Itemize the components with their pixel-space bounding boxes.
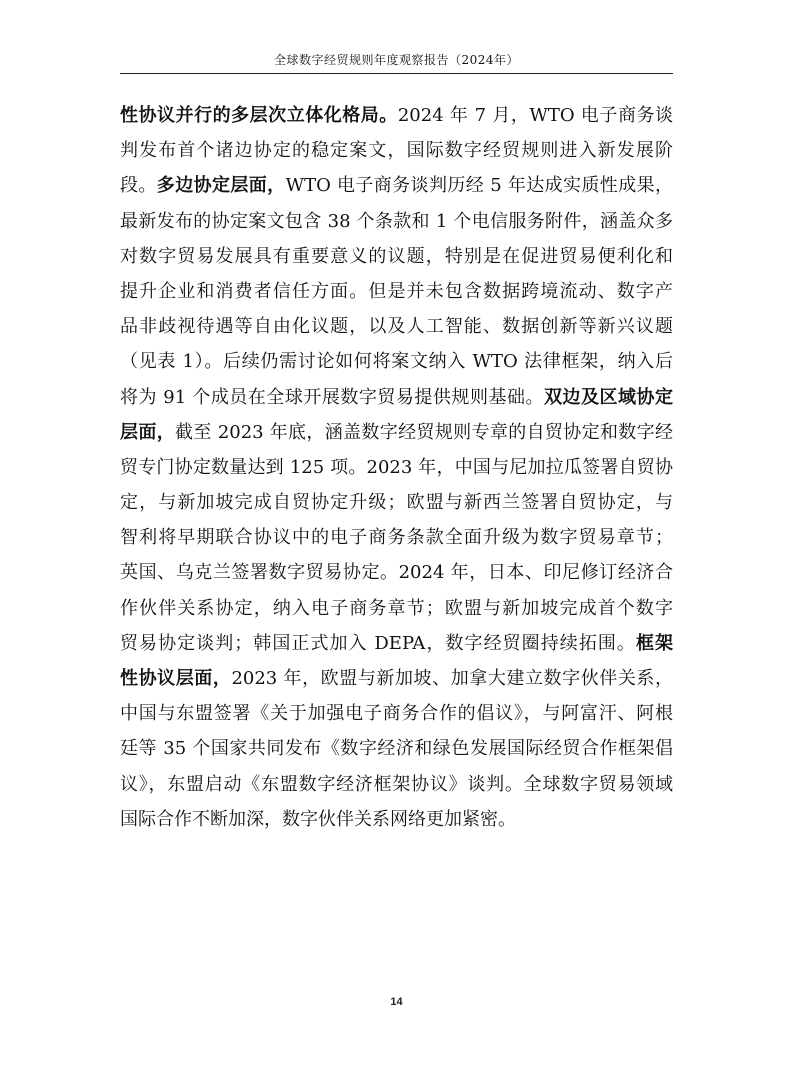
text-line [120,591,673,626]
text-line [120,415,673,450]
text-segment: 将为 91 个成员在全球开展数字贸易提供规则基础。 [120,386,544,408]
text-segment: 定，与新加坡完成自贸协定升级；欧盟与新西兰签署自贸协定，与 [120,492,673,514]
text-line [120,309,673,344]
text-segment: 品非歧视待遇等自由化议题，以及人工智能、数据创新等新兴议题 [120,316,673,338]
text-line [120,344,673,379]
text-segment: 提升企业和消费者信任方面。但是并未包含数据跨境流动、数字产 [120,280,673,302]
page-number: 14 [390,996,403,1008]
text-line [120,731,673,766]
text-segment: 最新发布的协定案文包含 38 个条款和 1 个电信服务附件，涵盖众多 [120,210,673,232]
text-line [120,520,673,555]
text-line [120,626,673,661]
bold-text-segment: 性协议层面， [120,668,232,689]
text-segment: 对数字贸易发展具有重要意义的议题，特别是在促进贸易便利化和 [120,245,673,267]
text-line [120,450,673,485]
running-header: 全球数字经贸规则年度观察报告（2024年） [273,53,520,67]
text-segment: 贸易协定谈判；韩国正式加入 DEPA，数字经贸圈持续拓围。 [120,632,636,654]
bold-text-segment: 框架 [635,632,673,654]
text-line [120,555,673,590]
text-line [120,380,673,415]
text-segment: WTO 电子商务谈判历经 5 年达成实质性成果， [285,175,673,197]
text-segment: 2024 年 7 月，WTO 电子商务谈 [397,105,673,126]
text-segment: 段。 [120,175,157,197]
text-segment: 截至 2023 年底，涵盖数字经贸规则专章的自贸协定和数字经 [175,421,673,443]
text-line [120,204,673,239]
text-segment: 议》，东盟启动《东盟数字经济框架协议》谈判。全球数字贸易领域 [120,773,673,795]
text-segment: 判发布首个诸边协定的稳定案文，国际数字经贸规则进入新发展阶 [120,140,673,162]
body-paragraph [120,98,673,837]
text-line [120,661,673,696]
text-segment: 作伙伴关系协定，纳入电子商务章节；欧盟与新加坡完成首个数字 [120,597,673,619]
text-segment: （见表 1）。后续仍需讨论如何将案文纳入 WTO 法律框架，纳入后 [120,351,673,373]
text-line [120,168,673,203]
bold-text-segment: 层面， [120,421,176,443]
text-line [120,696,673,731]
text-segment: 廷等 35 个国家共同发布《数字经济和绿色发展国际经贸合作框架倡 [120,738,673,760]
text-segment: 英国、乌克兰签署数字贸易协定。2024 年，日本、印尼修订经济合 [120,562,673,584]
text-segment: 贸专门协定数量达到 125 项。2023 年，中国与尼加拉瓜签署自贸协 [120,456,673,478]
text-segment: 中国与东盟签署《关于加强电子商务合作的倡议》，与阿富汗、阿根 [120,703,673,725]
bold-text-segment: 多边协定层面， [156,175,286,197]
text-segment: 2023 年，欧盟与新加坡、加拿大建立数字伙伴关系， [231,668,673,689]
text-line [120,133,673,168]
text-line [120,767,673,802]
text-line [120,274,673,309]
text-line [120,485,673,520]
text-segment: 国际合作不断加深，数字伙伴关系网络更加紧密。 [120,808,516,830]
text-line [120,98,673,133]
bold-text-segment: 性协议并行的多层次立体化格局。 [120,105,398,126]
text-line [120,802,673,837]
bold-text-segment: 双边及区域协定 [543,386,673,408]
text-line [120,239,673,274]
header-rule [120,73,673,74]
text-segment: 智利将早期联合协议中的电子商务条款全面升级为数字贸易章节； [120,527,673,549]
